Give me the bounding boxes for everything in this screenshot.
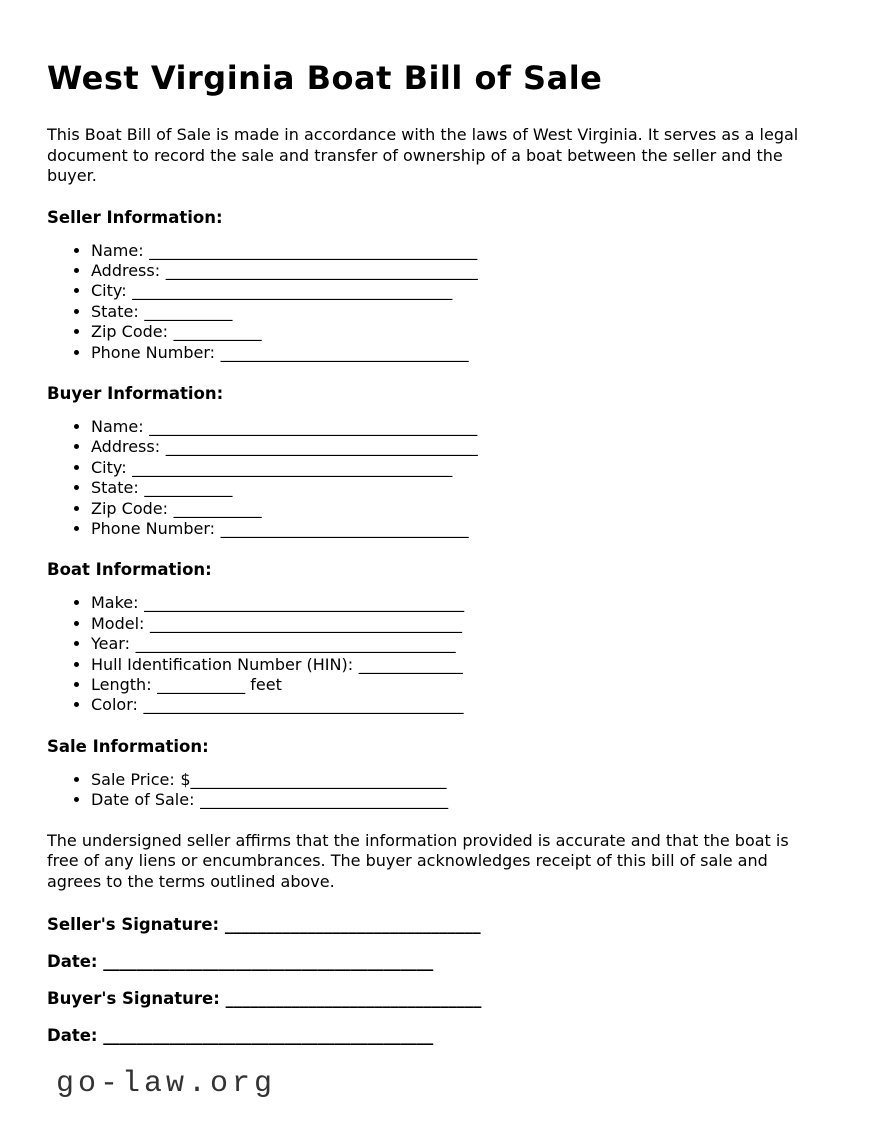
field-label: Name: bbox=[91, 416, 144, 436]
field-blank-line: ________________________________________ bbox=[132, 281, 453, 301]
field-blank-line: ___________ bbox=[144, 301, 233, 321]
field-label: Sale Price: bbox=[91, 769, 175, 789]
field-label: Hull Identification Number (HIN): bbox=[91, 654, 354, 674]
field-label: Address: bbox=[91, 437, 161, 457]
field-blank-line: ________________________________________ bbox=[144, 593, 465, 613]
field-seller-phone bbox=[91, 343, 809, 363]
sale-info-list bbox=[47, 770, 809, 811]
date-blank-line: ________________________________________ bbox=[103, 952, 434, 972]
field-label: Phone Number: bbox=[91, 342, 216, 362]
currency-prefix: $ bbox=[180, 769, 191, 789]
field-blank-line: _________________________________________ bbox=[149, 416, 478, 436]
field-blank-line: _______________________________ bbox=[220, 518, 469, 538]
field-seller-address bbox=[91, 261, 809, 281]
field-suffix: feet bbox=[245, 675, 282, 694]
field-blank-line: ________________________________ bbox=[190, 769, 447, 789]
section-heading-seller: Seller Information: bbox=[47, 207, 223, 227]
buyer-info-list bbox=[47, 417, 809, 539]
section-heading-buyer: Buyer Information: bbox=[47, 383, 224, 403]
field-blank-line: _____________ bbox=[358, 654, 463, 674]
field-buyer-zip bbox=[91, 499, 809, 519]
field-buyer-address bbox=[91, 437, 809, 457]
field-label: Model: bbox=[91, 613, 145, 633]
boat-info-list bbox=[47, 593, 809, 715]
date-label: Date: bbox=[47, 952, 98, 972]
intro-paragraph: This Boat Bill of Sale is made in accordance with the laws of West Virginia. It serves as a legal document to record the sale and transfer of ownership of a boat between the seller and the buyer. bbox=[47, 125, 799, 185]
signature-blank-line: _______________________________ bbox=[224, 915, 481, 935]
field-boat-hin bbox=[91, 655, 809, 675]
field-label: Length: bbox=[91, 675, 152, 694]
field-label: State: bbox=[91, 301, 139, 321]
field-boat-year bbox=[91, 634, 809, 654]
field-blank-line: _______________________________________ bbox=[165, 437, 478, 457]
field-buyer-name bbox=[91, 417, 809, 437]
field-label: Address: bbox=[91, 260, 161, 280]
date-label: Date: bbox=[47, 1026, 98, 1046]
buyer-date-row bbox=[47, 1025, 809, 1046]
field-label: City: bbox=[91, 281, 127, 301]
field-blank-line: ___________ bbox=[144, 478, 233, 498]
field-blank-line: _________________________________________ bbox=[149, 240, 478, 260]
field-buyer-city bbox=[91, 458, 809, 478]
field-boat-model bbox=[91, 614, 809, 634]
field-boat-length bbox=[91, 675, 809, 695]
field-label: Zip Code: bbox=[91, 322, 168, 342]
field-blank-line: _______________________________________ bbox=[165, 260, 478, 280]
field-label: Year: bbox=[91, 634, 130, 654]
signature-label: Seller's Signature: bbox=[47, 915, 220, 935]
field-label: Phone Number: bbox=[91, 518, 216, 538]
field-label: Zip Code: bbox=[91, 498, 168, 518]
field-seller-zip bbox=[91, 322, 809, 342]
field-label: State: bbox=[91, 478, 139, 498]
field-buyer-state bbox=[91, 478, 809, 498]
field-blank-line: ________________________________________ bbox=[135, 634, 456, 654]
section-heading-boat: Boat Information: bbox=[47, 560, 212, 580]
field-label: Make: bbox=[91, 593, 139, 613]
field-label: Color: bbox=[91, 695, 138, 715]
field-blank-line: ___________ bbox=[173, 498, 262, 518]
page-title: West Virginia Boat Bill of Sale bbox=[47, 59, 603, 97]
affirmation-paragraph: The undersigned seller affirms that the information provided is accurate and that the boat is free of any liens or encumbrances. The buyer acknowledges receipt of this bill of sale and agrees to the terms outlined above. bbox=[47, 830, 789, 891]
field-label: City: bbox=[91, 457, 127, 477]
buyer-signature-row bbox=[47, 988, 809, 1009]
field-buyer-phone bbox=[91, 519, 809, 539]
field-seller-state bbox=[91, 302, 809, 322]
field-blank-line: ___________ bbox=[173, 322, 262, 342]
field-blank-line: ___________ bbox=[157, 675, 246, 694]
section-heading-sale: Sale Information: bbox=[47, 736, 209, 756]
field-blank-line: ________________________________________ bbox=[132, 457, 453, 477]
seller-signature-row bbox=[47, 914, 809, 935]
field-blank-line: _______________________________ bbox=[200, 790, 449, 810]
field-boat-color bbox=[91, 695, 809, 715]
field-blank-line: _______________________________________ bbox=[150, 613, 463, 633]
field-sale-price bbox=[91, 770, 809, 790]
seller-info-list bbox=[47, 241, 809, 363]
date-blank-line: ________________________________________ bbox=[103, 1026, 434, 1046]
footer-watermark: go-law.org bbox=[56, 1067, 277, 1102]
field-date-of-sale bbox=[91, 790, 809, 810]
field-boat-make bbox=[91, 593, 809, 613]
field-seller-name bbox=[91, 241, 809, 261]
field-seller-city bbox=[91, 281, 809, 301]
signature-blank-line: _______________________________ bbox=[225, 989, 482, 1009]
seller-date-row bbox=[47, 951, 809, 972]
field-label: Date of Sale: bbox=[91, 790, 195, 810]
signature-label: Buyer's Signature: bbox=[47, 989, 220, 1009]
field-blank-line: ________________________________________ bbox=[143, 695, 464, 715]
field-label: Name: bbox=[91, 240, 144, 260]
field-blank-line: _______________________________ bbox=[220, 342, 469, 362]
